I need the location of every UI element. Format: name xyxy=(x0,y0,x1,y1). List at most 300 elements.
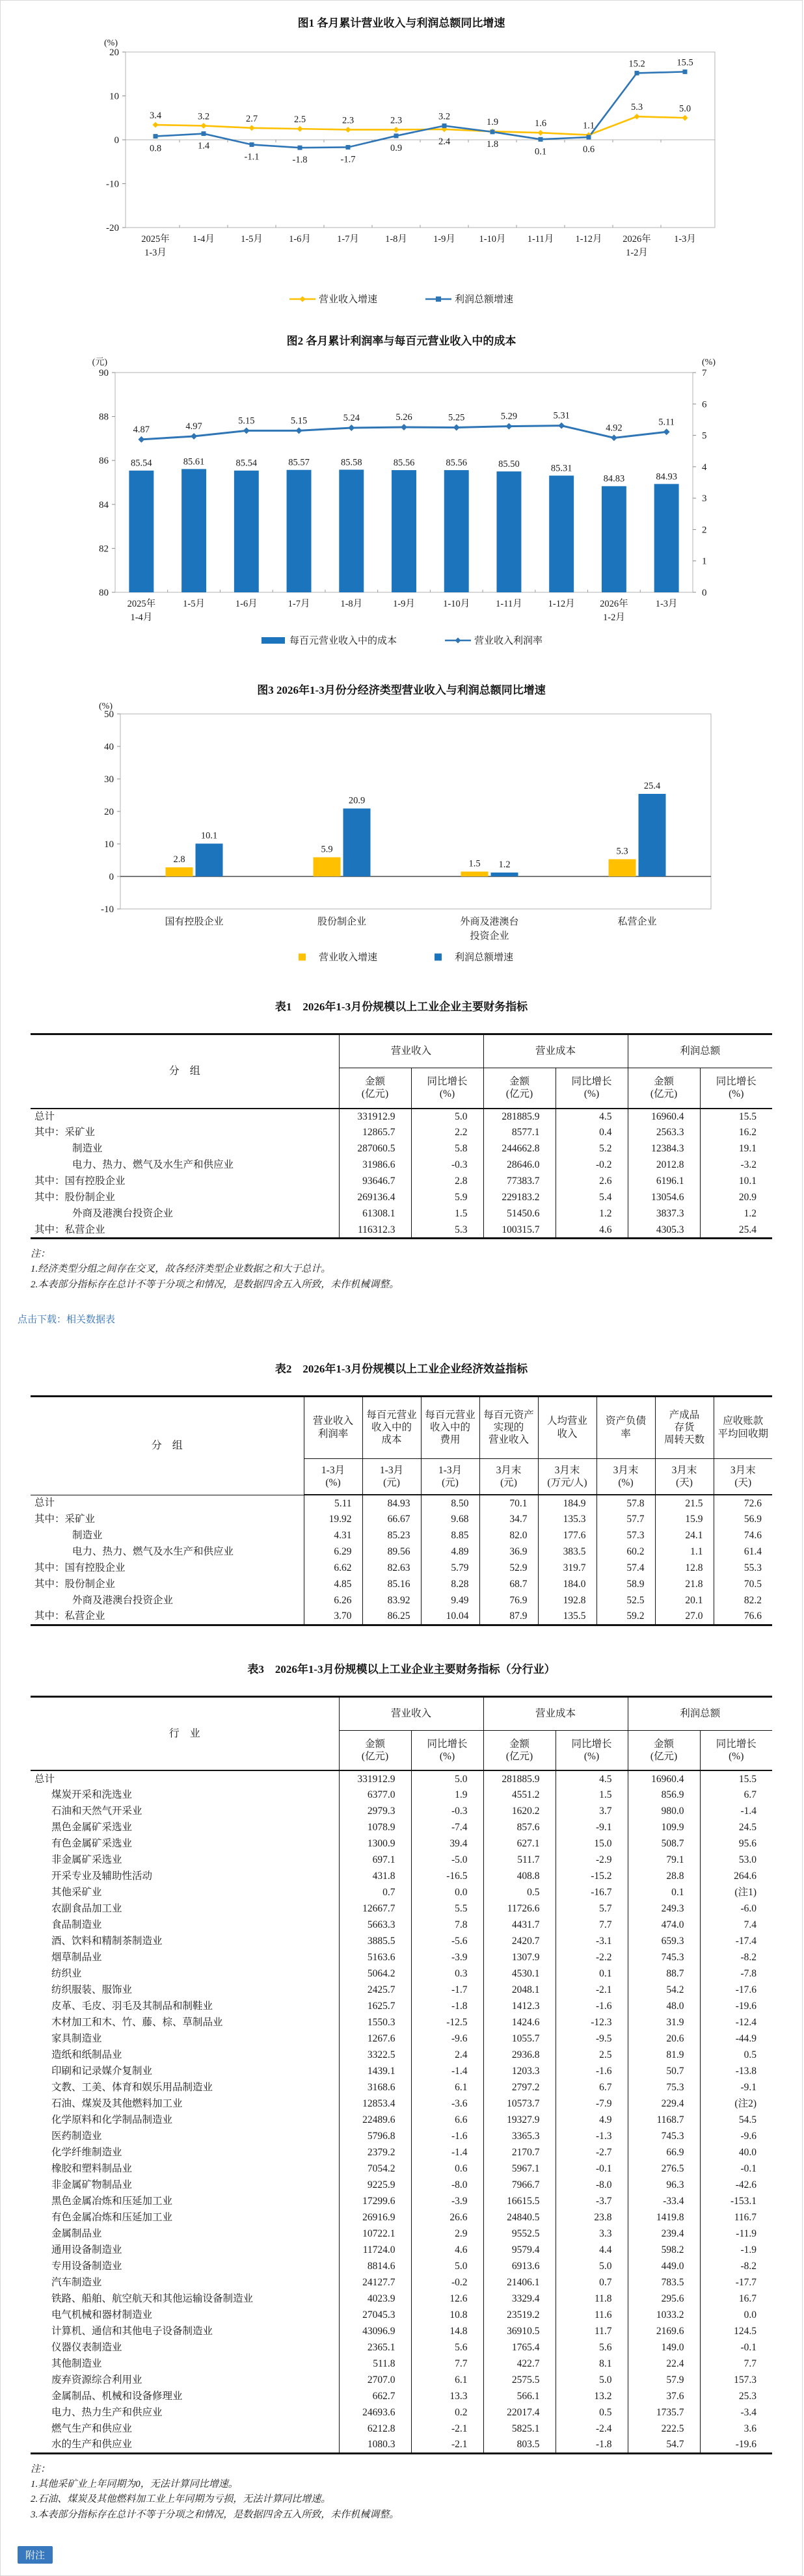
table-cell: 3885.5 xyxy=(339,1933,411,1949)
table-row xyxy=(31,1527,772,1544)
table-cell: 4.4 xyxy=(556,2242,628,2258)
table-cell: 9579.4 xyxy=(483,2242,556,2258)
table-cell: -1.6 xyxy=(556,1998,628,2014)
svg-text:2.4: 2.4 xyxy=(438,136,451,147)
table-cell: 1078.9 xyxy=(339,1819,411,1835)
table-cell: 249.3 xyxy=(628,1900,700,1917)
table-cell: 4.89 xyxy=(421,1544,479,1560)
table-cell: 16.7 xyxy=(700,2291,772,2307)
table-cell: -9.1 xyxy=(556,1819,628,1835)
table-cell: 20.6 xyxy=(628,2031,700,2047)
table-cell: 5.5 xyxy=(411,1900,483,1917)
table-cell: 36.9 xyxy=(479,1544,538,1560)
table-cell: 5.9 xyxy=(411,1190,483,1206)
svg-text:0: 0 xyxy=(114,135,119,146)
svg-text:10: 10 xyxy=(109,91,119,102)
svg-text:1-5月: 1-5月 xyxy=(183,599,206,609)
table-cell: 9552.5 xyxy=(483,2226,556,2242)
figure1-svg xyxy=(70,33,733,287)
table-cell: -15.2 xyxy=(556,1868,628,1884)
table-cell: 28646.0 xyxy=(483,1157,556,1174)
table3 xyxy=(31,1696,772,2454)
table-cell: 2379.2 xyxy=(339,2144,411,2161)
table-row xyxy=(31,2128,772,2144)
table1-mount xyxy=(1,1033,802,1239)
figure1-chart xyxy=(1,33,802,291)
table-cell: 废弃资源综合利用业 xyxy=(51,2374,142,2386)
table-cell: 11726.6 xyxy=(483,1900,556,1917)
table-cell: 70.1 xyxy=(479,1495,538,1511)
table-cell: -9.1 xyxy=(700,2079,772,2096)
table-cell: 857.6 xyxy=(483,1819,556,1835)
table-row xyxy=(31,2209,772,2226)
table-cell: 黑色金属矿采选业 xyxy=(51,1822,133,1833)
table-row xyxy=(31,1141,772,1157)
table1 xyxy=(31,1033,772,1239)
table-cell: 1080.3 xyxy=(339,2437,411,2453)
table-header-cell: 营业收入 xyxy=(339,1034,483,1068)
table-row xyxy=(31,1544,772,1560)
table-cell: 184.0 xyxy=(538,1576,596,1592)
table-cell: -2.1 xyxy=(556,1982,628,1998)
table-cell: 6377.0 xyxy=(339,1787,411,1803)
table-cell: 70.5 xyxy=(714,1576,772,1592)
table-cell: 52.5 xyxy=(596,1592,655,1609)
figure3-chart xyxy=(1,700,802,949)
table-cell: 0.4 xyxy=(556,1125,628,1141)
table-cell: 4023.9 xyxy=(339,2291,411,2307)
legend-item xyxy=(425,950,513,964)
table-cell: 木材加工和木、竹、藤、棕、草制品业 xyxy=(51,2017,223,2029)
table-cell: 6.7 xyxy=(700,1787,772,1803)
table-cell: -3.4 xyxy=(700,2404,772,2421)
table-cell: 2797.2 xyxy=(483,2079,556,2096)
svg-text:20.9: 20.9 xyxy=(348,795,366,806)
table-cell: -153.1 xyxy=(700,2193,772,2209)
table-cell: 177.6 xyxy=(538,1527,596,1544)
table-row xyxy=(31,1222,772,1239)
table-cell: 109.9 xyxy=(628,1819,700,1835)
legend-label: 利润总额增速 xyxy=(455,295,514,305)
svg-text:1.9: 1.9 xyxy=(486,117,499,128)
table-cell: -44.9 xyxy=(700,2031,772,2047)
table-cell: 0.5 xyxy=(556,2404,628,2421)
table-cell: 74.6 xyxy=(714,1527,772,1544)
table-cell: 1168.7 xyxy=(628,2112,700,2128)
table-cell: 5.8 xyxy=(411,1141,483,1157)
table-cell: 24840.5 xyxy=(483,2209,556,2226)
table-cell: 24.1 xyxy=(655,1527,714,1544)
table-cell: 5796.8 xyxy=(339,2128,411,2144)
table-cell: 229.4 xyxy=(628,2096,700,2112)
table-cell: 非金属矿采选业 xyxy=(51,1854,122,1866)
figure3-legend xyxy=(1,950,802,964)
table-cell: -9.6 xyxy=(411,2031,483,2047)
table-row xyxy=(31,2323,772,2339)
svg-text:5.9: 5.9 xyxy=(321,844,333,855)
table-cell: 135.3 xyxy=(538,1511,596,1527)
table-cell: 其中：私营企业 xyxy=(34,1224,105,1235)
table-cell: 23.8 xyxy=(556,2209,628,2226)
table-cell: 27.0 xyxy=(655,1609,714,1625)
table-row xyxy=(31,2274,772,2291)
table-cell: -0.3 xyxy=(411,1157,483,1174)
table-cell: 96.3 xyxy=(628,2177,700,2193)
svg-text:5.15: 5.15 xyxy=(238,415,255,427)
table-cell: 100315.7 xyxy=(483,1222,556,1239)
table-cell: 116312.3 xyxy=(339,1222,411,1239)
table-cell: 57.8 xyxy=(596,1495,655,1511)
table-cell: -7.9 xyxy=(556,2096,628,2112)
svg-text:5.11: 5.11 xyxy=(658,417,675,428)
table-cell: 化学纤维制造业 xyxy=(51,2147,122,2159)
table-row xyxy=(31,2047,772,2063)
table-cell: 8577.1 xyxy=(483,1125,556,1141)
table-cell: 511.8 xyxy=(339,2356,411,2372)
table-cell: 仪器仪表制造业 xyxy=(51,2342,122,2354)
table-cell: 2707.0 xyxy=(339,2372,411,2388)
table-row xyxy=(31,1109,772,1125)
table-cell: 电力、热力、燃气及水生产和供应业 xyxy=(72,1159,234,1171)
table-cell: 13054.6 xyxy=(628,1190,700,1206)
table-cell: 燃气生产和供应业 xyxy=(51,2423,133,2435)
table-header-cell: 金额 (亿元) xyxy=(628,1068,700,1109)
table-cell: 19.1 xyxy=(700,1141,772,1157)
table-cell: 659.3 xyxy=(628,1933,700,1949)
svg-text:1-8月: 1-8月 xyxy=(385,234,407,244)
table-cell: 50.7 xyxy=(628,2063,700,2079)
svg-text:30: 30 xyxy=(104,774,114,785)
table-cell: 331912.9 xyxy=(339,1109,411,1125)
svg-text:-20: -20 xyxy=(106,223,119,233)
table-cell: 34.7 xyxy=(479,1511,538,1527)
table-cell: 16960.4 xyxy=(628,1770,700,1787)
table-row xyxy=(31,2291,772,2307)
table-note-line: 1.经济类型分组之间存在交叉，故各经济类型企业数据之和大于总计。 xyxy=(31,1264,331,1275)
svg-text:1-9月: 1-9月 xyxy=(433,234,455,244)
table-header-cell: 分 组 xyxy=(31,1034,339,1109)
table-cell: 7.8 xyxy=(411,1917,483,1933)
svg-text:1-11月: 1-11月 xyxy=(527,234,554,244)
table-cell: 3329.4 xyxy=(483,2291,556,2307)
svg-text:1-4月: 1-4月 xyxy=(130,612,153,623)
legend-swatch xyxy=(289,953,315,961)
table-row xyxy=(31,1819,772,1835)
table-header-cell: 同比增长 (%) xyxy=(556,1730,628,1770)
table-cell: -0.1 xyxy=(700,2339,772,2356)
svg-text:1-9月: 1-9月 xyxy=(393,599,415,609)
table-cell: 16615.5 xyxy=(483,2193,556,2209)
table-cell: 总计 xyxy=(34,1111,55,1122)
table-cell: 橡胶和塑料制品业 xyxy=(51,2163,133,2175)
table-header-cell: 营业成本 xyxy=(483,1034,628,1068)
table-cell: -1.4 xyxy=(700,1803,772,1819)
table-cell: 22017.4 xyxy=(483,2404,556,2421)
svg-text:(%): (%) xyxy=(104,38,118,48)
table-cell: 239.4 xyxy=(628,2226,700,2242)
svg-text:85.56: 85.56 xyxy=(446,458,468,469)
table-cell: 其他制造业 xyxy=(51,2358,102,2370)
table-cell: 2012.8 xyxy=(628,1157,700,1174)
table-cell: 7966.7 xyxy=(483,2177,556,2193)
table-row xyxy=(31,2356,772,2372)
svg-text:84: 84 xyxy=(99,499,109,510)
table-cell: 6.1 xyxy=(411,2372,483,2388)
svg-text:40: 40 xyxy=(104,742,114,752)
table1-section xyxy=(1,997,802,1293)
notes-badge[interactable]: 附注 xyxy=(18,2546,53,2564)
table-cell: 276.5 xyxy=(628,2161,700,2177)
table-cell: -2.1 xyxy=(411,2421,483,2437)
svg-text:15.5: 15.5 xyxy=(677,57,693,68)
svg-text:4.97: 4.97 xyxy=(185,421,202,432)
svg-text:85.54: 85.54 xyxy=(131,458,152,469)
table-cell: -1.9 xyxy=(700,2242,772,2258)
table-cell: 7.7 xyxy=(700,2356,772,2372)
svg-text:外商及港澳台: 外商及港澳台 xyxy=(460,917,519,927)
table-header-cell: 同比增长 (%) xyxy=(411,1068,483,1109)
table-cell: 82.2 xyxy=(714,1592,772,1609)
table-row xyxy=(31,1965,772,1982)
table-header-cell: 3月末 (万元/人) xyxy=(538,1458,596,1495)
table-cell: 4530.1 xyxy=(483,1965,556,1982)
table-cell: 10.04 xyxy=(421,1609,479,1625)
table-cell: 其中：私营企业 xyxy=(34,1610,105,1622)
table-row xyxy=(31,2437,772,2453)
table-cell: 222.5 xyxy=(628,2421,700,2437)
table-cell: 422.7 xyxy=(483,2356,556,2372)
table-cell: 23519.2 xyxy=(483,2307,556,2323)
table-cell: 1.9 xyxy=(411,1787,483,1803)
table-header-cell: 利润总额 xyxy=(628,1696,772,1730)
svg-text:0: 0 xyxy=(702,588,707,598)
table3-notes xyxy=(31,2462,772,2523)
svg-text:0: 0 xyxy=(109,872,114,882)
svg-text:5.15: 5.15 xyxy=(290,415,308,427)
table-cell: 85.16 xyxy=(362,1576,421,1592)
table-cell: 4.5 xyxy=(556,1770,628,1787)
table-header-cell: 1-3月 (%) xyxy=(304,1458,362,1495)
svg-text:85.50: 85.50 xyxy=(498,459,520,470)
svg-text:1-11月: 1-11月 xyxy=(496,599,522,609)
svg-text:0.8: 0.8 xyxy=(149,143,162,154)
table-cell: 20.9 xyxy=(700,1190,772,1206)
table-cell: 通用设备制造业 xyxy=(51,2244,122,2256)
table-cell: 11.8 xyxy=(556,2291,628,2307)
table-row xyxy=(31,2258,772,2274)
legend-swatch xyxy=(289,295,315,303)
table-cell: 石油和天然气开采业 xyxy=(51,1806,142,1817)
table-header-row xyxy=(31,1396,772,1458)
table-cell: 1765.4 xyxy=(483,2339,556,2356)
table-cell: 5.0 xyxy=(411,2258,483,2274)
table-cell: -3.6 xyxy=(411,2096,483,2112)
svg-text:0.9: 0.9 xyxy=(390,142,403,153)
table-cell: 5.7 xyxy=(556,1900,628,1917)
table-row xyxy=(31,1609,772,1625)
table-cell: 2575.5 xyxy=(483,2372,556,2388)
svg-text:4: 4 xyxy=(702,462,707,473)
table-cell: 5064.2 xyxy=(339,1965,411,1982)
table-cell: 21.8 xyxy=(655,1576,714,1592)
table-cell: -1.8 xyxy=(411,1998,483,2014)
table-row xyxy=(31,2404,772,2421)
figure3-section xyxy=(1,681,802,964)
table-cell: 制造业 xyxy=(72,1530,103,1542)
table-row xyxy=(31,2161,772,2177)
table-cell: 124.5 xyxy=(700,2323,772,2339)
table-cell: (注1) xyxy=(700,1884,772,1900)
svg-text:1-10月: 1-10月 xyxy=(479,234,506,244)
svg-text:1-4月: 1-4月 xyxy=(193,234,215,244)
svg-text:1-3月: 1-3月 xyxy=(144,248,167,258)
table-cell: -19.6 xyxy=(700,2437,772,2453)
table-cell: -33.4 xyxy=(628,2193,700,2209)
table-cell: 4431.7 xyxy=(483,1917,556,1933)
table-header-cell: 金额 (亿元) xyxy=(483,1730,556,1770)
table2-title: 表2 2026年1-3月份规模以上工业企业经济效益指标 xyxy=(275,1362,528,1375)
table-row xyxy=(31,2063,772,2079)
table-cell: 19327.9 xyxy=(483,2112,556,2128)
table-cell: 20.1 xyxy=(655,1592,714,1609)
table-cell: -0.1 xyxy=(556,2161,628,2177)
download-data-link[interactable]: 点击下载：相关数据表 xyxy=(18,1314,116,1325)
legend-swatch xyxy=(260,637,286,644)
table-header-cell: 利润总额 xyxy=(628,1034,772,1068)
svg-text:85.31: 85.31 xyxy=(550,463,572,474)
table2-mount xyxy=(1,1395,802,1626)
table-cell: 2.6 xyxy=(556,1174,628,1190)
table-cell: 269136.4 xyxy=(339,1190,411,1206)
table-cell: 5967.1 xyxy=(483,2161,556,2177)
table-row xyxy=(31,2096,772,2112)
table-cell: 总计 xyxy=(34,1773,55,1785)
svg-text:股份制企业: 股份制企业 xyxy=(317,917,367,927)
table-cell: -9.5 xyxy=(556,2031,628,2047)
table-cell: -16.7 xyxy=(556,1884,628,1900)
svg-text:1-3月: 1-3月 xyxy=(674,234,696,244)
table-cell: 1203.3 xyxy=(483,2063,556,2079)
table-cell: 81.9 xyxy=(628,2047,700,2063)
table-cell: -3.9 xyxy=(411,1949,483,1965)
table2 xyxy=(31,1395,772,1626)
table-cell: -9.6 xyxy=(700,2128,772,2144)
table-header-cell: 1-3月 (元) xyxy=(421,1458,479,1495)
table-cell: 文教、工美、体育和娱乐用品制造业 xyxy=(51,2082,213,2094)
svg-text:1.2: 1.2 xyxy=(498,860,511,870)
table-header-cell: 每百元营业 收入中的 费用 xyxy=(421,1396,479,1458)
table-cell: 54.2 xyxy=(628,1982,700,1998)
table-header-cell: 每百元营业 收入中的 成本 xyxy=(362,1396,421,1458)
table-cell: 4.6 xyxy=(556,1222,628,1239)
svg-text:85.56: 85.56 xyxy=(393,458,415,469)
table-cell: -8.2 xyxy=(700,1949,772,1965)
table-cell: 0.0 xyxy=(700,2307,772,2323)
svg-text:10.1: 10.1 xyxy=(200,830,218,841)
table-cell: 6913.6 xyxy=(483,2258,556,2274)
table-cell: 5.3 xyxy=(411,1222,483,1239)
table-cell: 有色金属冶炼和压延加工业 xyxy=(51,2212,173,2224)
table-cell: 9225.9 xyxy=(339,2177,411,2193)
table-cell: 外商及港澳台投资企业 xyxy=(72,1595,174,1607)
table-cell: 4.9 xyxy=(556,2112,628,2128)
table-cell: -16.5 xyxy=(411,1868,483,1884)
svg-text:80: 80 xyxy=(99,588,109,598)
table-cell: -12.3 xyxy=(556,2014,628,2031)
svg-text:1.1: 1.1 xyxy=(582,120,595,131)
svg-text:25.4: 25.4 xyxy=(643,781,661,791)
table-cell: 5.4 xyxy=(556,1190,628,1206)
table-row xyxy=(31,2388,772,2404)
table-cell: 石油、煤炭及其他燃料加工业 xyxy=(51,2098,183,2110)
table-cell: 149.0 xyxy=(628,2339,700,2356)
legend-item xyxy=(289,950,377,964)
table-cell: 31986.6 xyxy=(339,1157,411,1174)
table-cell: 汽车制造业 xyxy=(51,2277,102,2289)
table-cell: 6.7 xyxy=(556,2079,628,2096)
table-header-cell: 营业收入 利润率 xyxy=(304,1396,362,1458)
table-cell: 0.6 xyxy=(411,2161,483,2177)
svg-text:1-2月: 1-2月 xyxy=(626,248,648,258)
table-cell: 89.56 xyxy=(362,1544,421,1560)
table-row xyxy=(31,1949,772,1965)
table-cell: 0.7 xyxy=(339,1884,411,1900)
table-cell: 66.67 xyxy=(362,1511,421,1527)
svg-text:6: 6 xyxy=(702,399,707,410)
svg-text:1-5月: 1-5月 xyxy=(241,234,263,244)
table-cell: 15.5 xyxy=(700,1770,772,1787)
table-cell: 511.7 xyxy=(483,1852,556,1868)
table-cell: 12865.7 xyxy=(339,1125,411,1141)
table-cell: 85.23 xyxy=(362,1527,421,1544)
table-cell: 192.8 xyxy=(538,1592,596,1609)
figure1-section xyxy=(1,14,802,306)
figure1-title: 图1 各月累计营业收入与利润总额同比增速 xyxy=(297,17,505,29)
table-cell: 55.3 xyxy=(714,1560,772,1576)
table-cell: 2.8 xyxy=(411,1174,483,1190)
table-cell: 4.31 xyxy=(304,1527,362,1544)
table-cell: 16.2 xyxy=(700,1125,772,1141)
table-note-line: 2.本表部分指标存在总计不等于分项之和情况，是数据四舍五入所致，未作机械调整。 xyxy=(31,1279,399,1290)
table-cell: 7054.2 xyxy=(339,2161,411,2177)
table-cell: 2420.7 xyxy=(483,1933,556,1949)
table-cell: -8.2 xyxy=(700,2258,772,2274)
table-cell: -3.1 xyxy=(556,1933,628,1949)
table-cell: 2.9 xyxy=(411,2226,483,2242)
legend-label: 每百元营业收入中的成本 xyxy=(289,636,397,646)
legend-swatch xyxy=(425,295,451,303)
svg-text:2.3: 2.3 xyxy=(342,115,355,126)
table-cell: 5.0 xyxy=(556,2258,628,2274)
table-cell: 7.7 xyxy=(411,2356,483,2372)
table-cell: 制造业 xyxy=(72,1143,103,1155)
table-row xyxy=(31,1206,772,1222)
table-cell: 51450.6 xyxy=(483,1206,556,1222)
table-cell: 15.9 xyxy=(655,1511,714,1527)
table-row xyxy=(31,1868,772,1884)
table-cell: 3.3 xyxy=(556,2226,628,2242)
table-row xyxy=(31,1592,772,1609)
table-header-cell: 同比增长 (%) xyxy=(556,1068,628,1109)
table-header-cell: 3月末 (天) xyxy=(714,1458,772,1495)
table-cell: 61.4 xyxy=(714,1544,772,1560)
table-cell: 6212.8 xyxy=(339,2421,411,2437)
table-header-cell: 3月末 (%) xyxy=(596,1458,655,1495)
table-cell: 印刷和记录媒介复制业 xyxy=(51,2066,153,2077)
svg-text:1-12月: 1-12月 xyxy=(575,234,602,244)
table-cell: -1.4 xyxy=(411,2063,483,2079)
svg-text:1.5: 1.5 xyxy=(468,858,481,869)
